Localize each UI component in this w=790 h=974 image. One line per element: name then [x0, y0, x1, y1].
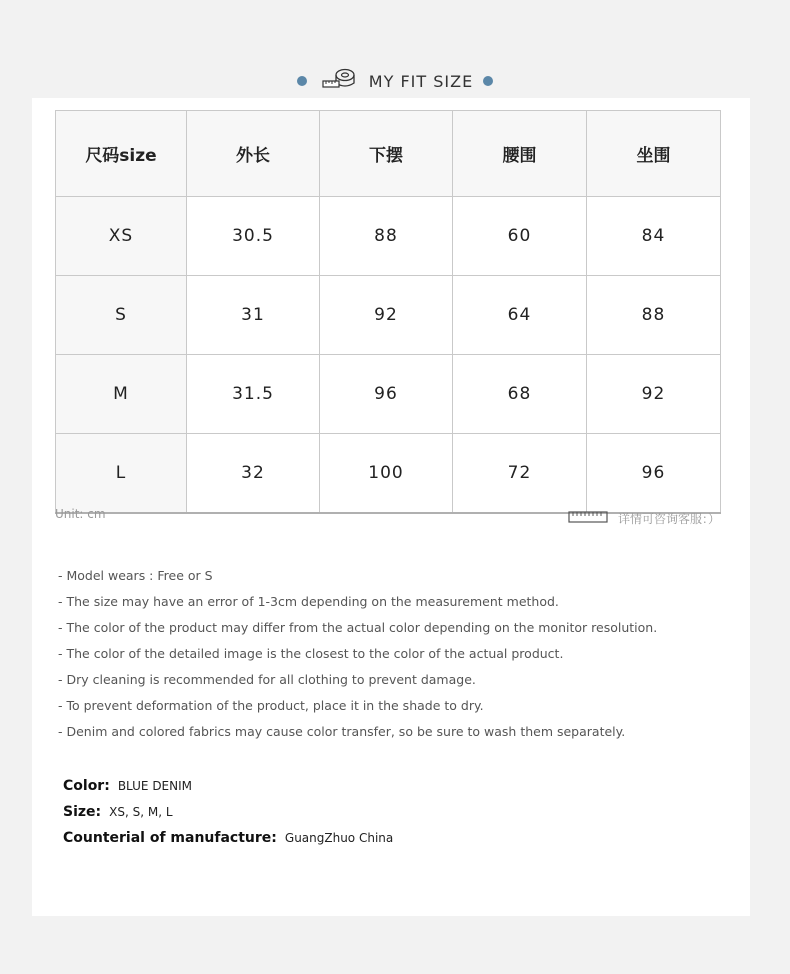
size-value: XS, S, M, L	[109, 805, 173, 819]
list-item: - Dry cleaning is recommended for all clothing to prevent damage.	[58, 672, 476, 687]
table-cell: 84	[587, 197, 721, 276]
table-cell: 64	[453, 276, 587, 355]
size-label: Size:	[63, 804, 102, 820]
ruler-icon	[568, 511, 608, 526]
table-row	[56, 197, 721, 276]
list-item: - The color of the detailed image is the closest to the color of the actual product.	[58, 646, 564, 661]
customer-service-text: 详情可咨询客服：）	[617, 512, 720, 526]
right-dot-icon	[483, 76, 493, 86]
unit-label: Unit: cm	[55, 507, 106, 521]
table-row	[56, 276, 721, 355]
table-cell: 68	[453, 355, 587, 434]
column-header: 尺码size	[56, 111, 187, 197]
table-cell: 60	[453, 197, 587, 276]
table-cell: 31.5	[187, 355, 320, 434]
customer-service-note	[568, 510, 720, 527]
table-cell: 100	[320, 434, 453, 514]
color-value: BLUE DENIM	[117, 779, 193, 793]
table-cell: 31	[187, 276, 320, 355]
left-dot-icon	[297, 76, 307, 86]
care-notes-list	[58, 563, 657, 745]
origin-spec	[63, 830, 393, 856]
size-label-cell: S	[56, 276, 187, 355]
column-header: 外长	[187, 111, 320, 197]
table-cell: 92	[320, 276, 453, 355]
section-header	[0, 64, 790, 98]
size-label-cell: XS	[56, 197, 187, 276]
table-cell: 72	[453, 434, 587, 514]
size-table	[55, 110, 721, 514]
product-specs	[63, 778, 393, 856]
table-cell: 88	[320, 197, 453, 276]
color-label: Color:	[63, 778, 110, 794]
size-label-cell: L	[56, 434, 187, 514]
color-spec	[63, 778, 393, 804]
list-item: - To prevent deformation of the product, place it in the shade to dry.	[58, 698, 484, 713]
column-header: 坐围	[587, 111, 721, 197]
table-row	[56, 434, 721, 514]
column-header: 腰围	[453, 111, 587, 197]
content-card	[32, 98, 750, 916]
list-item: - Model wears : Free or S	[58, 568, 213, 583]
table-cell: 88	[587, 276, 721, 355]
origin-label: Counterial of manufacture:	[63, 830, 277, 846]
tape-measure-icon	[321, 68, 359, 94]
page-title: MY FIT SIZE	[368, 71, 474, 91]
list-item: - Denim and colored fabrics may cause color transfer, so be sure to wash them separately.	[58, 724, 626, 739]
table-row	[56, 355, 721, 434]
table-cell: 92	[587, 355, 721, 434]
table-cell: 96	[320, 355, 453, 434]
table-cell: 30.5	[187, 197, 320, 276]
origin-value: GuangZhuo China	[284, 831, 394, 845]
table-cell: 32	[187, 434, 320, 514]
list-item: - The color of the product may differ from the actual color depending on the monitor resolution.	[58, 620, 658, 635]
list-item: - The size may have an error of 1-3cm depending on the measurement method.	[58, 594, 559, 609]
table-cell: 96	[587, 434, 721, 514]
size-label-cell: M	[56, 355, 187, 434]
size-spec	[63, 804, 393, 830]
column-header: 下摆	[320, 111, 453, 197]
table-header-row	[56, 111, 721, 197]
